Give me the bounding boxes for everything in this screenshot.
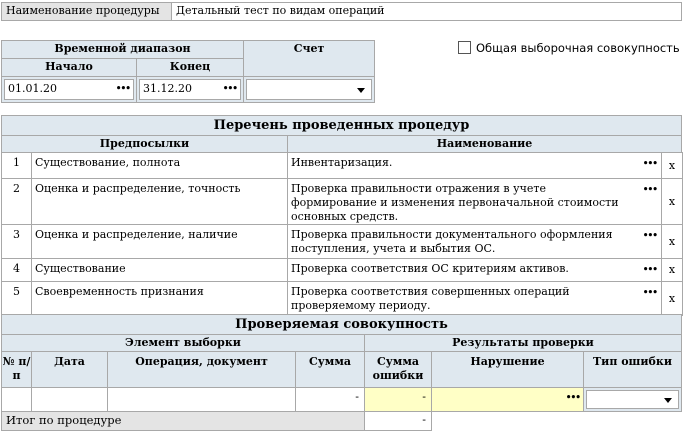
procedure-total-label: Итог по процедуре — [1, 411, 365, 431]
col-violation-header: Нарушение — [431, 351, 584, 388]
procedure-row-name[interactable] — [288, 282, 662, 316]
procedure-row-name-text: Проверка правильности документального оформления поступления, учета и выбытия ОС. — [291, 228, 613, 255]
procedure-row-name-text: Проверка соответствия ОС критериям активов. — [291, 262, 569, 275]
procedure-row — [2, 153, 683, 179]
procedure-row-name[interactable] — [288, 179, 662, 225]
procedure-row-name-text: Проверка соответствия совершенных операций проверяемому периоду. — [291, 285, 570, 312]
procedure-row-more-icon[interactable]: ••• — [642, 288, 657, 298]
procedure-row-number: 5 — [2, 282, 32, 316]
population-checkbox-row[interactable] — [458, 41, 682, 57]
checked-set-title: Проверяемая совокупность — [1, 314, 682, 335]
row-operation-cell[interactable] — [107, 387, 296, 412]
start-date-cell — [1, 76, 137, 103]
procedure-row-name[interactable] — [288, 225, 662, 259]
results-header: Результаты проверки — [364, 334, 682, 352]
end-date-header: Конец — [136, 58, 244, 77]
row-date-cell[interactable] — [31, 387, 108, 412]
procedure-row-delete-button[interactable]: x — [662, 259, 683, 282]
sample-element-header: Элемент выборки — [1, 334, 365, 352]
row-num-cell[interactable] — [1, 387, 32, 412]
procedure-row-premise[interactable]: Оценка и распределение, наличие — [32, 225, 288, 259]
col-num-header: № п/п — [1, 351, 32, 388]
procedure-row-premise[interactable]: Существование, полнота — [32, 153, 288, 179]
procedure-row-name-text: Проверка правильности отражения в учете формирование и изменения первоначальной стоимости основных средств. — [291, 182, 619, 223]
col-operation-header: Операция, документ — [107, 351, 296, 388]
population-checkbox-label: Общая выборочная совокупность — [476, 41, 680, 55]
procedure-name-label: Наименование процедуры — [1, 2, 172, 21]
procedure-row-delete-button[interactable]: x — [662, 225, 683, 259]
procedure-row-delete-button[interactable]: x — [662, 179, 683, 225]
procedure-row-delete-button[interactable]: x — [662, 153, 683, 179]
procedure-row-more-icon[interactable]: ••• — [642, 231, 657, 241]
procedure-row-name[interactable] — [288, 259, 662, 282]
procedure-row-more-icon[interactable]: ••• — [642, 185, 657, 195]
procedure-row-name[interactable] — [288, 153, 662, 179]
procedure-row-premise[interactable]: Существование — [32, 259, 288, 282]
procedure-row — [2, 259, 683, 282]
violation-picker-icon[interactable]: ••• — [565, 393, 580, 403]
procedure-row-number: 4 — [2, 259, 32, 282]
account-header: Счет — [243, 40, 375, 77]
col-error-sum-header: Сумма ошибки — [364, 351, 432, 388]
account-cell — [243, 76, 375, 103]
end-date-value: 31.12.20 — [143, 82, 192, 95]
chevron-down-icon — [357, 88, 365, 93]
procedure-row-number: 2 — [2, 179, 32, 225]
procedure-row — [2, 282, 683, 316]
end-date-picker-icon[interactable]: ••• — [222, 84, 237, 94]
row-error-type-cell — [583, 387, 682, 412]
procedure-row-premise[interactable]: Своевременность признания — [32, 282, 288, 316]
start-date-header: Начало — [1, 58, 137, 77]
start-date-value: 01.01.20 — [8, 82, 57, 95]
col-error-type-header: Тип ошибки — [583, 351, 682, 388]
end-date-cell — [136, 76, 244, 103]
account-select[interactable] — [246, 79, 372, 100]
procedure-row-number: 1 — [2, 153, 32, 179]
procedures-table — [1, 152, 683, 316]
col-sum-header: Сумма — [295, 351, 365, 388]
procedure-name-field[interactable]: Детальный тест по видам операций — [171, 2, 682, 21]
start-date-input[interactable] — [4, 79, 134, 100]
procedures-list-title: Перечень проведенных процедур — [1, 115, 682, 136]
procedure-row — [2, 225, 683, 259]
col-date-header: Дата — [31, 351, 108, 388]
end-date-input[interactable] — [139, 79, 241, 100]
procedure-row-number: 3 — [2, 225, 32, 259]
row-sum-cell[interactable]: - — [295, 387, 365, 412]
error-type-select[interactable] — [586, 390, 679, 409]
premises-column-header: Предпосылки — [1, 135, 288, 153]
row-error-sum-cell[interactable]: - — [364, 387, 432, 412]
name-column-header: Наименование — [287, 135, 682, 153]
chevron-down-icon — [664, 398, 672, 403]
population-checkbox[interactable] — [458, 41, 471, 54]
procedure-row-premise[interactable]: Оценка и распределение, точность — [32, 179, 288, 225]
procedure-row-name-text: Инвентаризация. — [291, 156, 393, 169]
time-range-header: Временной диапазон — [1, 40, 244, 59]
row-violation-cell[interactable] — [431, 387, 584, 412]
procedure-total-value: - — [364, 411, 432, 431]
procedure-row — [2, 179, 683, 225]
start-date-picker-icon[interactable]: ••• — [115, 84, 130, 94]
procedure-row-more-icon[interactable]: ••• — [642, 159, 657, 169]
procedure-row-more-icon[interactable]: ••• — [642, 265, 657, 275]
procedure-row-delete-button[interactable]: x — [662, 282, 683, 316]
